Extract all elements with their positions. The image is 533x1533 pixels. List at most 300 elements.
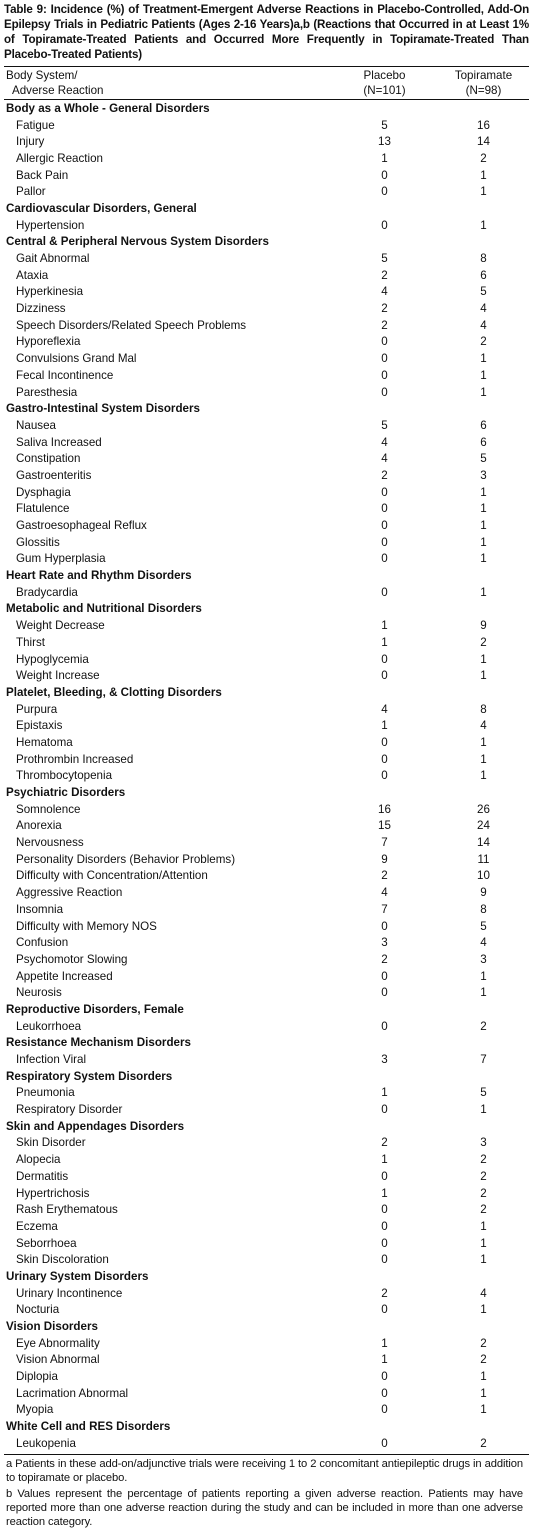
body-system-row bbox=[4, 1268, 529, 1285]
topiramate-value: 1 bbox=[480, 585, 487, 599]
table-row bbox=[4, 1402, 529, 1419]
placebo-value: 0 bbox=[381, 185, 388, 199]
table-row bbox=[4, 584, 529, 601]
bottom-rule bbox=[4, 1454, 529, 1455]
placebo-value: 0 bbox=[381, 1436, 388, 1450]
placebo-value: 0 bbox=[381, 969, 388, 983]
table-row bbox=[4, 534, 529, 551]
topiramate-value: 5 bbox=[480, 452, 487, 466]
table-row bbox=[4, 167, 529, 184]
placebo-value: 0 bbox=[381, 1303, 388, 1317]
table-row bbox=[4, 667, 529, 684]
adverse-reaction-name: Nocturia bbox=[16, 1303, 60, 1317]
table-row bbox=[4, 701, 529, 718]
table-row bbox=[4, 634, 529, 651]
body-system-name: Resistance Mechanism Disorders bbox=[6, 1036, 191, 1050]
table-row bbox=[4, 968, 529, 985]
placebo-value: 9 bbox=[381, 852, 388, 866]
body-system-row bbox=[4, 1318, 529, 1335]
adverse-reaction-name: Speech Disorders/Related Speech Problems bbox=[16, 318, 247, 332]
topiramate-value: 5 bbox=[480, 285, 487, 299]
placebo-value: 0 bbox=[381, 1103, 388, 1117]
table-row bbox=[4, 1352, 529, 1369]
placebo-value: 7 bbox=[381, 902, 388, 916]
adverse-reaction-name: Nausea bbox=[16, 418, 56, 432]
table-row bbox=[4, 884, 529, 901]
header-topiramate-n: (N=98) bbox=[465, 84, 502, 97]
topiramate-value: 1 bbox=[480, 652, 487, 666]
adverse-reaction-name: Somnolence bbox=[16, 802, 81, 816]
adverse-reaction-name: Bradycardia bbox=[16, 585, 78, 599]
placebo-value: 2 bbox=[381, 869, 388, 883]
topiramate-value: 1 bbox=[480, 969, 487, 983]
topiramate-value: 2 bbox=[480, 1336, 487, 1350]
topiramate-value: 2 bbox=[480, 1203, 487, 1217]
placebo-value: 0 bbox=[381, 735, 388, 749]
body-system-row bbox=[4, 684, 529, 701]
topiramate-value: 1 bbox=[480, 1253, 487, 1267]
topiramate-value: 2 bbox=[480, 1153, 487, 1167]
adverse-reaction-name: Weight Increase bbox=[16, 669, 100, 683]
table-row bbox=[4, 1251, 529, 1268]
table-row bbox=[4, 951, 529, 968]
adverse-reaction-name: Skin Discoloration bbox=[16, 1253, 109, 1267]
table-row bbox=[4, 150, 529, 167]
placebo-value: 0 bbox=[381, 752, 388, 766]
topiramate-value: 3 bbox=[480, 952, 487, 966]
placebo-value: 1 bbox=[381, 1153, 388, 1167]
topiramate-value: 3 bbox=[480, 1136, 487, 1150]
adverse-reaction-name: Vision Abnormal bbox=[16, 1353, 100, 1367]
table-row bbox=[4, 1385, 529, 1402]
placebo-value: 3 bbox=[381, 936, 388, 950]
placebo-value: 0 bbox=[381, 519, 388, 533]
table-row bbox=[4, 300, 529, 317]
body-system-name: Reproductive Disorders, Female bbox=[6, 1002, 184, 1016]
topiramate-value: 1 bbox=[480, 502, 487, 516]
topiramate-value: 14 bbox=[477, 836, 490, 850]
placebo-value: 4 bbox=[381, 435, 388, 449]
body-system-name: Vision Disorders bbox=[6, 1320, 98, 1334]
placebo-value: 1 bbox=[381, 1186, 388, 1200]
topiramate-value: 9 bbox=[480, 886, 487, 900]
body-system-row bbox=[4, 1068, 529, 1085]
adverse-reaction-name: Difficulty with Memory NOS bbox=[16, 919, 157, 933]
footnote-b: b Values represent the percentage of patients reporting a given adverse reaction. Patients may have reported more than one adverse reaction during the study and can be included in more than one adverse reaction category. bbox=[6, 1487, 523, 1528]
topiramate-value: 1 bbox=[480, 1370, 487, 1384]
table-row bbox=[4, 1101, 529, 1118]
table-row bbox=[4, 651, 529, 668]
topiramate-value: 1 bbox=[480, 1236, 487, 1250]
adverse-reaction-name: Diplopia bbox=[16, 1370, 58, 1384]
body-system-name: Psychiatric Disorders bbox=[6, 786, 126, 800]
body-system-name: Heart Rate and Rhythm Disorders bbox=[6, 569, 192, 583]
body-system-row bbox=[4, 1118, 529, 1135]
adverse-reaction-name: Anorexia bbox=[16, 819, 62, 833]
topiramate-value: 6 bbox=[480, 268, 487, 282]
placebo-value: 0 bbox=[381, 552, 388, 566]
table-row bbox=[4, 717, 529, 734]
topiramate-value: 2 bbox=[480, 1186, 487, 1200]
body-system-row bbox=[4, 1001, 529, 1018]
body-system-name: Skin and Appendages Disorders bbox=[6, 1119, 185, 1133]
topiramate-value: 1 bbox=[480, 385, 487, 399]
topiramate-value: 1 bbox=[480, 752, 487, 766]
header-placebo-n: (N=101) bbox=[363, 84, 406, 97]
footnote-a: a Patients in these add-on/adjunctive trials were receiving 1 to 2 concomitant antiepileptic drugs in addition to topiramate or placebo. bbox=[6, 1457, 523, 1484]
topiramate-value: 1 bbox=[480, 1386, 487, 1400]
placebo-value: 0 bbox=[381, 669, 388, 683]
adverse-reaction-name: Hyperkinesia bbox=[16, 285, 84, 299]
topiramate-value: 8 bbox=[480, 702, 487, 716]
table-row bbox=[4, 417, 529, 434]
placebo-value: 2 bbox=[381, 468, 388, 482]
adverse-reaction-name: Constipation bbox=[16, 452, 81, 466]
placebo-value: 1 bbox=[381, 1336, 388, 1350]
table-row bbox=[4, 1218, 529, 1235]
adverse-reaction-name: Glossitis bbox=[16, 535, 60, 549]
adverse-reaction-name: Myopia bbox=[16, 1403, 54, 1417]
table-row bbox=[4, 1335, 529, 1352]
adverse-reaction-name: Difficulty with Concentration/Attention bbox=[16, 869, 208, 883]
table-row bbox=[4, 751, 529, 768]
adverse-reaction-name: Alopecia bbox=[16, 1153, 61, 1167]
adverse-reaction-name: Fatigue bbox=[16, 118, 55, 132]
adverse-reaction-name: Dizziness bbox=[16, 302, 66, 316]
topiramate-value: 1 bbox=[480, 986, 487, 1000]
table-row bbox=[4, 183, 529, 200]
topiramate-value: 1 bbox=[480, 1103, 487, 1117]
adverse-reaction-name: Paresthesia bbox=[16, 385, 78, 399]
adverse-reaction-name: Hypertrichosis bbox=[16, 1186, 90, 1200]
placebo-value: 0 bbox=[381, 1386, 388, 1400]
table-row bbox=[4, 801, 529, 818]
adverse-reaction-name: Urinary Incontinence bbox=[16, 1286, 123, 1300]
adverse-reaction-name: Purpura bbox=[16, 702, 58, 716]
placebo-value: 0 bbox=[381, 335, 388, 349]
placebo-value: 0 bbox=[381, 1236, 388, 1250]
table-row bbox=[4, 284, 529, 301]
table-title: Table 9: Incidence (%) of Treatment-Emergent Adverse Reactions in Placebo-Controlled, Add-On Epilepsy Trials in Pediatric Patients (Ages 2-16 Years)a,b (Reactions that Occurred in at Least 1% of Topiramate-Treated Patients and Occurred More Frequently in Topiramate-Treated Than Placebo-Treated Patients) bbox=[4, 3, 529, 61]
placebo-value: 1 bbox=[381, 151, 388, 165]
topiramate-value: 1 bbox=[480, 485, 487, 499]
adverse-reaction-name: Injury bbox=[16, 135, 45, 149]
table-row bbox=[4, 434, 529, 451]
table-row bbox=[4, 1135, 529, 1152]
adverse-reaction-name: Flatulence bbox=[16, 502, 70, 516]
body-system-name: Metabolic and Nutritional Disorders bbox=[6, 602, 202, 616]
topiramate-value: 1 bbox=[480, 552, 487, 566]
adverse-reaction-name: Gait Abnormal bbox=[16, 252, 90, 266]
placebo-value: 0 bbox=[381, 585, 388, 599]
topiramate-value: 4 bbox=[480, 719, 487, 733]
placebo-value: 0 bbox=[381, 168, 388, 182]
body-system-row bbox=[4, 400, 529, 417]
topiramate-value: 8 bbox=[480, 902, 487, 916]
placebo-value: 15 bbox=[378, 819, 391, 833]
table-row bbox=[4, 501, 529, 518]
adverse-reaction-name: Hypoglycemia bbox=[16, 652, 89, 666]
topiramate-value: 1 bbox=[480, 769, 487, 783]
header-topiramate-label: Topiramate bbox=[454, 69, 513, 82]
topiramate-value: 1 bbox=[480, 218, 487, 232]
topiramate-value: 3 bbox=[480, 468, 487, 482]
placebo-value: 1 bbox=[381, 1086, 388, 1100]
table-row bbox=[4, 901, 529, 918]
placebo-value: 5 bbox=[381, 252, 388, 266]
table-row bbox=[4, 484, 529, 501]
placebo-value: 0 bbox=[381, 485, 388, 499]
placebo-value: 0 bbox=[381, 385, 388, 399]
body-system-row bbox=[4, 784, 529, 801]
adverse-reaction-name: Hyporeflexia bbox=[16, 335, 81, 349]
adverse-reaction-name: Fecal Incontinence bbox=[16, 368, 114, 382]
placebo-value: 2 bbox=[381, 302, 388, 316]
body-system-row bbox=[4, 601, 529, 618]
adverse-reaction-name: Back Pain bbox=[16, 168, 69, 182]
table-row bbox=[4, 934, 529, 951]
placebo-value: 2 bbox=[381, 1286, 388, 1300]
placebo-value: 2 bbox=[381, 1136, 388, 1150]
table-row bbox=[4, 334, 529, 351]
adverse-reaction-name: Hypertension bbox=[16, 218, 85, 232]
placebo-value: 0 bbox=[381, 502, 388, 516]
adverse-reaction-name: Aggressive Reaction bbox=[16, 886, 123, 900]
adverse-reaction-name: Ataxia bbox=[16, 268, 49, 282]
adverse-reaction-name: Gum Hyperplasia bbox=[16, 552, 106, 566]
placebo-value: 0 bbox=[381, 535, 388, 549]
table-row bbox=[4, 1085, 529, 1102]
topiramate-value: 1 bbox=[480, 168, 487, 182]
body-system-name: Gastro-Intestinal System Disorders bbox=[6, 402, 200, 416]
topiramate-value: 7 bbox=[480, 1053, 487, 1067]
adverse-reaction-name: Thirst bbox=[16, 635, 45, 649]
table-row bbox=[4, 551, 529, 568]
topiramate-value: 1 bbox=[480, 352, 487, 366]
table-row bbox=[4, 1201, 529, 1218]
adverse-reaction-name: Nervousness bbox=[16, 836, 84, 850]
placebo-value: 4 bbox=[381, 886, 388, 900]
table-row bbox=[4, 918, 529, 935]
table-row bbox=[4, 868, 529, 885]
header-placebo bbox=[331, 68, 438, 98]
placebo-value: 0 bbox=[381, 919, 388, 933]
table-row bbox=[4, 367, 529, 384]
placebo-value: 0 bbox=[381, 1203, 388, 1217]
topiramate-value: 24 bbox=[477, 819, 490, 833]
adverse-reaction-name: Pneumonia bbox=[16, 1086, 75, 1100]
adverse-reaction-name: Epistaxis bbox=[16, 719, 63, 733]
topiramate-value: 6 bbox=[480, 435, 487, 449]
placebo-value: 5 bbox=[381, 118, 388, 132]
table-row bbox=[4, 1285, 529, 1302]
adverse-reaction-name: Allergic Reaction bbox=[16, 151, 103, 165]
table-row bbox=[4, 851, 529, 868]
adverse-reaction-name: Seborrhoea bbox=[16, 1236, 77, 1250]
topiramate-value: 11 bbox=[477, 852, 490, 866]
body-system-row bbox=[4, 100, 529, 117]
adverse-reaction-name: Prothrombin Increased bbox=[16, 752, 134, 766]
body-system-row bbox=[4, 1418, 529, 1435]
header-placebo-label: Placebo bbox=[363, 69, 406, 82]
adverse-reaction-name: Psychomotor Slowing bbox=[16, 952, 128, 966]
table-row bbox=[4, 1302, 529, 1319]
header-label bbox=[4, 68, 331, 98]
topiramate-value: 1 bbox=[480, 1303, 487, 1317]
table-row bbox=[4, 117, 529, 134]
topiramate-value: 4 bbox=[480, 1286, 487, 1300]
topiramate-value: 4 bbox=[480, 302, 487, 316]
adverse-reaction-name: Lacrimation Abnormal bbox=[16, 1386, 129, 1400]
adverse-reaction-name: Insomnia bbox=[16, 902, 64, 916]
table-row bbox=[4, 1368, 529, 1385]
body-system-row bbox=[4, 1035, 529, 1052]
body-system-name: Central & Peripheral Nervous System Disorders bbox=[6, 235, 269, 249]
adverse-reaction-name: Thrombocytopenia bbox=[16, 769, 113, 783]
topiramate-value: 10 bbox=[477, 869, 490, 883]
adverse-reaction-name: Leukorrhoea bbox=[16, 1019, 82, 1033]
placebo-value: 0 bbox=[381, 652, 388, 666]
topiramate-value: 4 bbox=[480, 318, 487, 332]
placebo-value: 16 bbox=[378, 802, 391, 816]
topiramate-value: 1 bbox=[480, 1219, 487, 1233]
topiramate-value: 1 bbox=[480, 735, 487, 749]
topiramate-value: 16 bbox=[477, 118, 490, 132]
adverse-reaction-name: Saliva Increased bbox=[16, 435, 102, 449]
placebo-value: 2 bbox=[381, 952, 388, 966]
topiramate-value: 2 bbox=[480, 1169, 487, 1183]
topiramate-value: 5 bbox=[480, 1086, 487, 1100]
table-row bbox=[4, 1435, 529, 1452]
placebo-value: 0 bbox=[381, 368, 388, 382]
adverse-reaction-name: Convulsions Grand Mal bbox=[16, 352, 137, 366]
topiramate-value: 6 bbox=[480, 418, 487, 432]
adverse-reaction-name: Eczema bbox=[16, 1219, 58, 1233]
adverse-reaction-name: Neurosis bbox=[16, 986, 62, 1000]
header-body-system: Body System/ bbox=[6, 69, 78, 82]
topiramate-value: 2 bbox=[480, 1019, 487, 1033]
body-system-name: Respiratory System Disorders bbox=[6, 1069, 173, 1083]
table-row bbox=[4, 133, 529, 150]
topiramate-value: 1 bbox=[480, 1403, 487, 1417]
topiramate-value: 1 bbox=[480, 185, 487, 199]
adverse-reaction-name: Dysphagia bbox=[16, 485, 71, 499]
topiramate-value: 5 bbox=[480, 919, 487, 933]
topiramate-value: 1 bbox=[480, 669, 487, 683]
placebo-value: 0 bbox=[381, 769, 388, 783]
topiramate-value: 2 bbox=[480, 1436, 487, 1450]
adverse-reaction-name: Skin Disorder bbox=[16, 1136, 86, 1150]
table-row bbox=[4, 1185, 529, 1202]
placebo-value: 0 bbox=[381, 1019, 388, 1033]
table-row bbox=[4, 1151, 529, 1168]
table-row bbox=[4, 450, 529, 467]
table-row bbox=[4, 250, 529, 267]
placebo-value: 1 bbox=[381, 1353, 388, 1367]
body-system-name: White Cell and RES Disorders bbox=[6, 1420, 171, 1434]
placebo-value: 0 bbox=[381, 1253, 388, 1267]
placebo-value: 0 bbox=[381, 1219, 388, 1233]
adverse-reaction-name: Appetite Increased bbox=[16, 969, 113, 983]
adverse-reaction-name: Hematoma bbox=[16, 735, 73, 749]
placebo-value: 3 bbox=[381, 1053, 388, 1067]
topiramate-value: 8 bbox=[480, 252, 487, 266]
topiramate-value: 1 bbox=[480, 368, 487, 382]
placebo-value: 1 bbox=[381, 719, 388, 733]
topiramate-value: 14 bbox=[477, 135, 490, 149]
placebo-value: 1 bbox=[381, 635, 388, 649]
topiramate-value: 1 bbox=[480, 535, 487, 549]
adverse-reaction-name: Pallor bbox=[16, 185, 46, 199]
placebo-value: 0 bbox=[381, 352, 388, 366]
adverse-reaction-name: Eye Abnormality bbox=[16, 1336, 100, 1350]
placebo-value: 2 bbox=[381, 268, 388, 282]
table-row bbox=[4, 317, 529, 334]
adverse-reaction-name: Gastroenteritis bbox=[16, 468, 92, 482]
placebo-value: 4 bbox=[381, 285, 388, 299]
table-row bbox=[4, 267, 529, 284]
adverse-reaction-name: Infection Viral bbox=[16, 1053, 87, 1067]
table-row bbox=[4, 350, 529, 367]
placebo-value: 1 bbox=[381, 619, 388, 633]
placebo-value: 0 bbox=[381, 1370, 388, 1384]
body-system-row bbox=[4, 200, 529, 217]
topiramate-value: 4 bbox=[480, 936, 487, 950]
placebo-value: 7 bbox=[381, 836, 388, 850]
placebo-value: 0 bbox=[381, 1403, 388, 1417]
table-row bbox=[4, 734, 529, 751]
table-row bbox=[4, 517, 529, 534]
placebo-value: 4 bbox=[381, 452, 388, 466]
table-row bbox=[4, 984, 529, 1001]
adverse-reaction-name: Confusion bbox=[16, 936, 69, 950]
placebo-value: 0 bbox=[381, 218, 388, 232]
table-row bbox=[4, 617, 529, 634]
table-body bbox=[4, 100, 529, 1452]
header-topiramate bbox=[438, 68, 529, 98]
adverse-reaction-name: Leukopenia bbox=[16, 1436, 76, 1450]
body-system-name: Body as a Whole - General Disorders bbox=[6, 101, 210, 115]
table-row bbox=[4, 768, 529, 785]
placebo-value: 0 bbox=[381, 986, 388, 1000]
table-row bbox=[4, 1235, 529, 1252]
topiramate-value: 2 bbox=[480, 335, 487, 349]
table-row bbox=[4, 384, 529, 401]
table-row bbox=[4, 467, 529, 484]
placebo-value: 0 bbox=[381, 1169, 388, 1183]
body-system-row bbox=[4, 234, 529, 251]
table-row bbox=[4, 1018, 529, 1035]
body-system-name: Platelet, Bleeding, & Clotting Disorders bbox=[6, 685, 222, 699]
placebo-value: 13 bbox=[378, 135, 391, 149]
body-system-row bbox=[4, 567, 529, 584]
table-header bbox=[4, 67, 529, 100]
adverse-reaction-name: Dermatitis bbox=[16, 1169, 69, 1183]
footnotes bbox=[4, 1457, 529, 1529]
adverse-reaction-name: Gastroesophageal Reflux bbox=[16, 519, 147, 533]
adverse-reaction-name: Weight Decrease bbox=[16, 619, 105, 633]
header-adverse-reaction: Adverse Reaction bbox=[12, 84, 104, 97]
placebo-value: 5 bbox=[381, 418, 388, 432]
table-row bbox=[4, 834, 529, 851]
table-row bbox=[4, 1051, 529, 1068]
table-row bbox=[4, 818, 529, 835]
placebo-value: 4 bbox=[381, 702, 388, 716]
topiramate-value: 2 bbox=[480, 151, 487, 165]
topiramate-value: 2 bbox=[480, 635, 487, 649]
topiramate-value: 1 bbox=[480, 519, 487, 533]
body-system-name: Cardiovascular Disorders, General bbox=[6, 201, 197, 215]
